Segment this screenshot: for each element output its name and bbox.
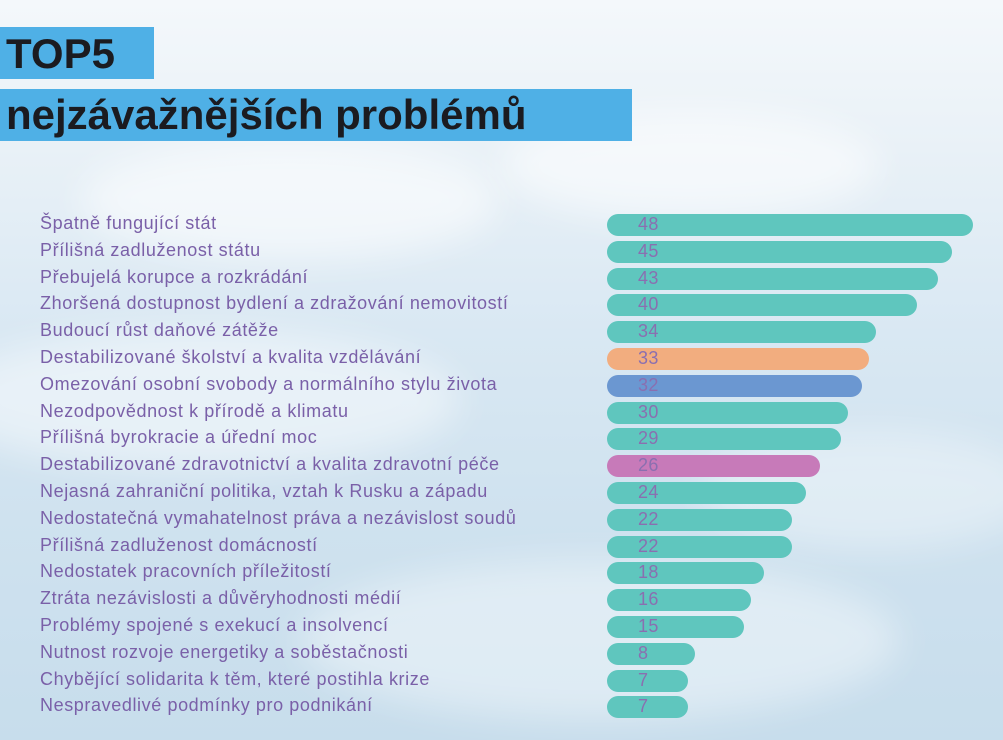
value-label: 24 <box>638 482 659 502</box>
value-label: 22 <box>638 536 659 556</box>
bar <box>607 643 695 665</box>
value-label: 7 <box>638 670 649 690</box>
category-label: Přílišná zadluženost státu <box>40 240 261 260</box>
category-label: Nedostatek pracovních příležitostí <box>40 561 332 581</box>
value-label: 15 <box>638 616 659 636</box>
value-label: 32 <box>638 375 659 395</box>
category-label: Destabilizované zdravotnictví a kvalita zdravotní péče <box>40 454 500 474</box>
category-label: Nezodpovědnost k přírodě a klimatu <box>40 401 349 421</box>
title-line-2: nejzávažnějších problémů <box>0 89 632 141</box>
category-label: Omezování osobní svobody a normálního stylu života <box>40 374 498 394</box>
bar <box>607 616 744 638</box>
value-label: 43 <box>638 268 659 288</box>
bar <box>607 536 792 558</box>
value-label: 48 <box>638 214 659 234</box>
category-label: Ztráta nezávislosti a důvěryhodnosti médií <box>40 588 402 608</box>
category-label: Přebujelá korupce a rozkrádání <box>40 267 309 287</box>
value-label: 22 <box>638 509 659 529</box>
category-label: Špatně fungující stát <box>40 213 217 233</box>
bar <box>607 562 764 584</box>
value-label: 34 <box>638 321 659 341</box>
chart-title <box>0 27 632 141</box>
category-label: Přílišná byrokracie a úřední moc <box>40 427 318 447</box>
bar <box>607 482 806 504</box>
category-label: Nejasná zahraniční politika, vztah k Rusku a západu <box>40 481 488 501</box>
category-label: Zhoršená dostupnost bydlení a zdražování nemovitostí <box>40 293 509 313</box>
bar <box>607 214 973 236</box>
category-label: Problémy spojené s exekucí a insolvencí <box>40 615 389 635</box>
value-label: 18 <box>638 562 659 582</box>
category-label: Přílišná zadluženost domácností <box>40 535 318 555</box>
category-label: Chybějící solidarita k těm, které postihla krize <box>40 669 430 689</box>
value-label: 40 <box>638 294 659 314</box>
value-label: 45 <box>638 241 659 261</box>
bar <box>607 509 792 531</box>
value-label: 7 <box>638 696 649 716</box>
value-label: 26 <box>638 455 659 475</box>
category-label: Budoucí růst daňové zátěže <box>40 320 279 340</box>
value-label: 30 <box>638 402 659 422</box>
category-label: Destabilizované školství a kvalita vzdělávání <box>40 347 422 367</box>
value-label: 33 <box>638 348 659 368</box>
category-label: Nutnost rozvoje energetiky a soběstačnosti <box>40 642 409 662</box>
title-line-1: TOP5 <box>0 27 154 79</box>
value-label: 8 <box>638 643 649 663</box>
bar <box>607 589 751 611</box>
value-label: 29 <box>638 428 659 448</box>
category-label: Nedostatečná vymahatelnost práva a nezávislost soudů <box>40 508 517 528</box>
value-label: 16 <box>638 589 659 609</box>
category-label: Nespravedlivé podmínky pro podnikání <box>40 695 373 715</box>
